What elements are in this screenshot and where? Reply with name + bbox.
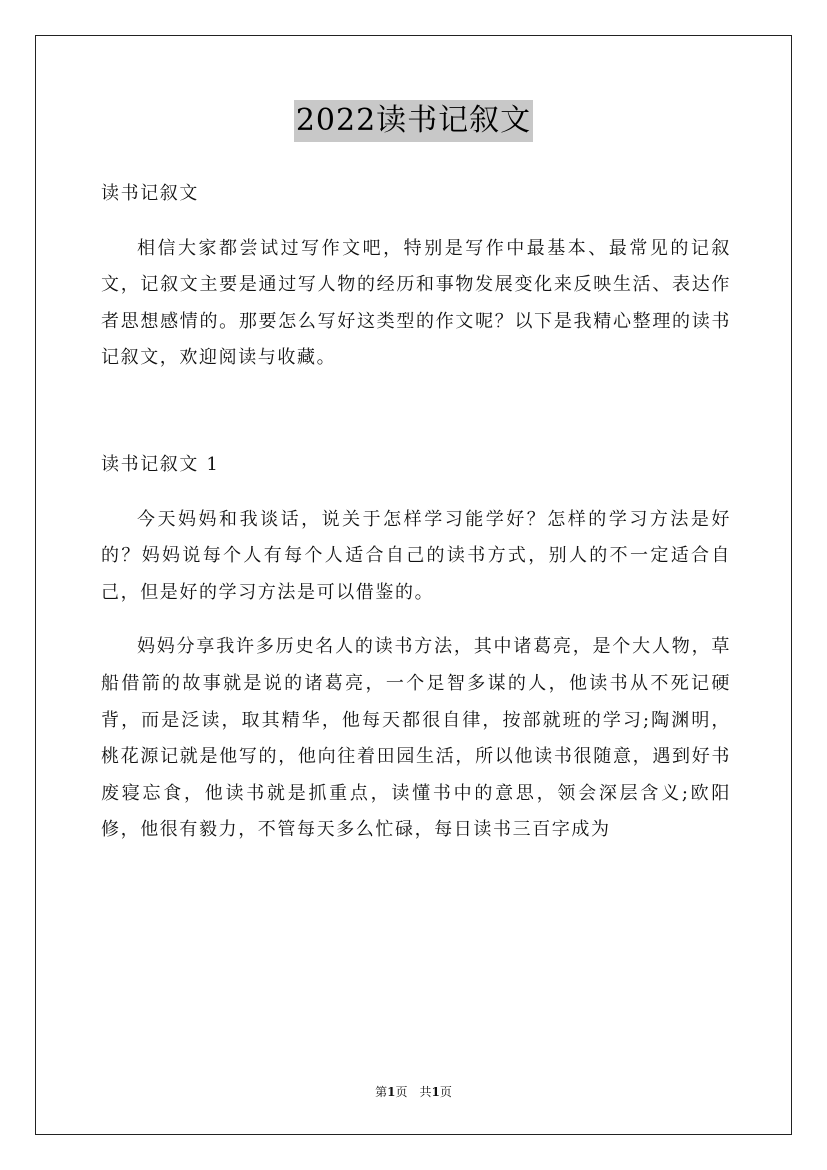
footer-page-suffix: 页 <box>439 1085 452 1099</box>
document-heading: 读书记叙文 <box>101 183 199 204</box>
footer-page-total: 1 <box>431 1085 440 1099</box>
page-footer <box>0 1083 827 1100</box>
document-title: 2022读书记叙文 <box>294 100 533 142</box>
footer-page-mid: 页 共 <box>395 1085 432 1099</box>
section-1-heading: 读书记叙文 1 <box>101 453 220 475</box>
document-body <box>101 176 731 849</box>
section-1-paragraph-1: 今天妈妈和我谈话，说关于怎样学习能学好？怎样的学习方法是好的？妈妈说每个人有每个人适合自己的读书方式，别人的不一定适合自己，但是好的学习方法是可以借鉴的。 <box>101 508 731 603</box>
intro-paragraph: 相信大家都尝试过写作文吧，特别是写作中最基本、最常见的记叙文，记叙文主要是通过写人物的经历和事物发展变化来反映生活、表达作者思想感情的。那要怎么写好这类型的作文呢？以下是我精心整理的读书记叙文，欢迎阅读与收藏。 <box>101 237 731 369</box>
footer-page-prefix: 第 <box>375 1085 388 1099</box>
title-container <box>0 100 827 142</box>
section-1-paragraph-2: 妈妈分享我许多历史名人的读书方法，其中诸葛亮，是个大人物，草船借箭的故事就是说的诸葛亮，一个足智多谋的人，他读书从不死记硬背，而是泛读，取其精华，他每天都很自律，按部就班的学习;陶渊明，桃花源记就是他写的，他向往着田园生活，所以他读书很随意，遇到好书废寝忘食，他读书就是抓重点，读懂书中的意思，领会深层含义;欧阳修，他很有毅力，不管每天多么忙碌，每日读书三百字成为 <box>101 636 731 841</box>
footer-page-number: 1 <box>387 1085 396 1099</box>
